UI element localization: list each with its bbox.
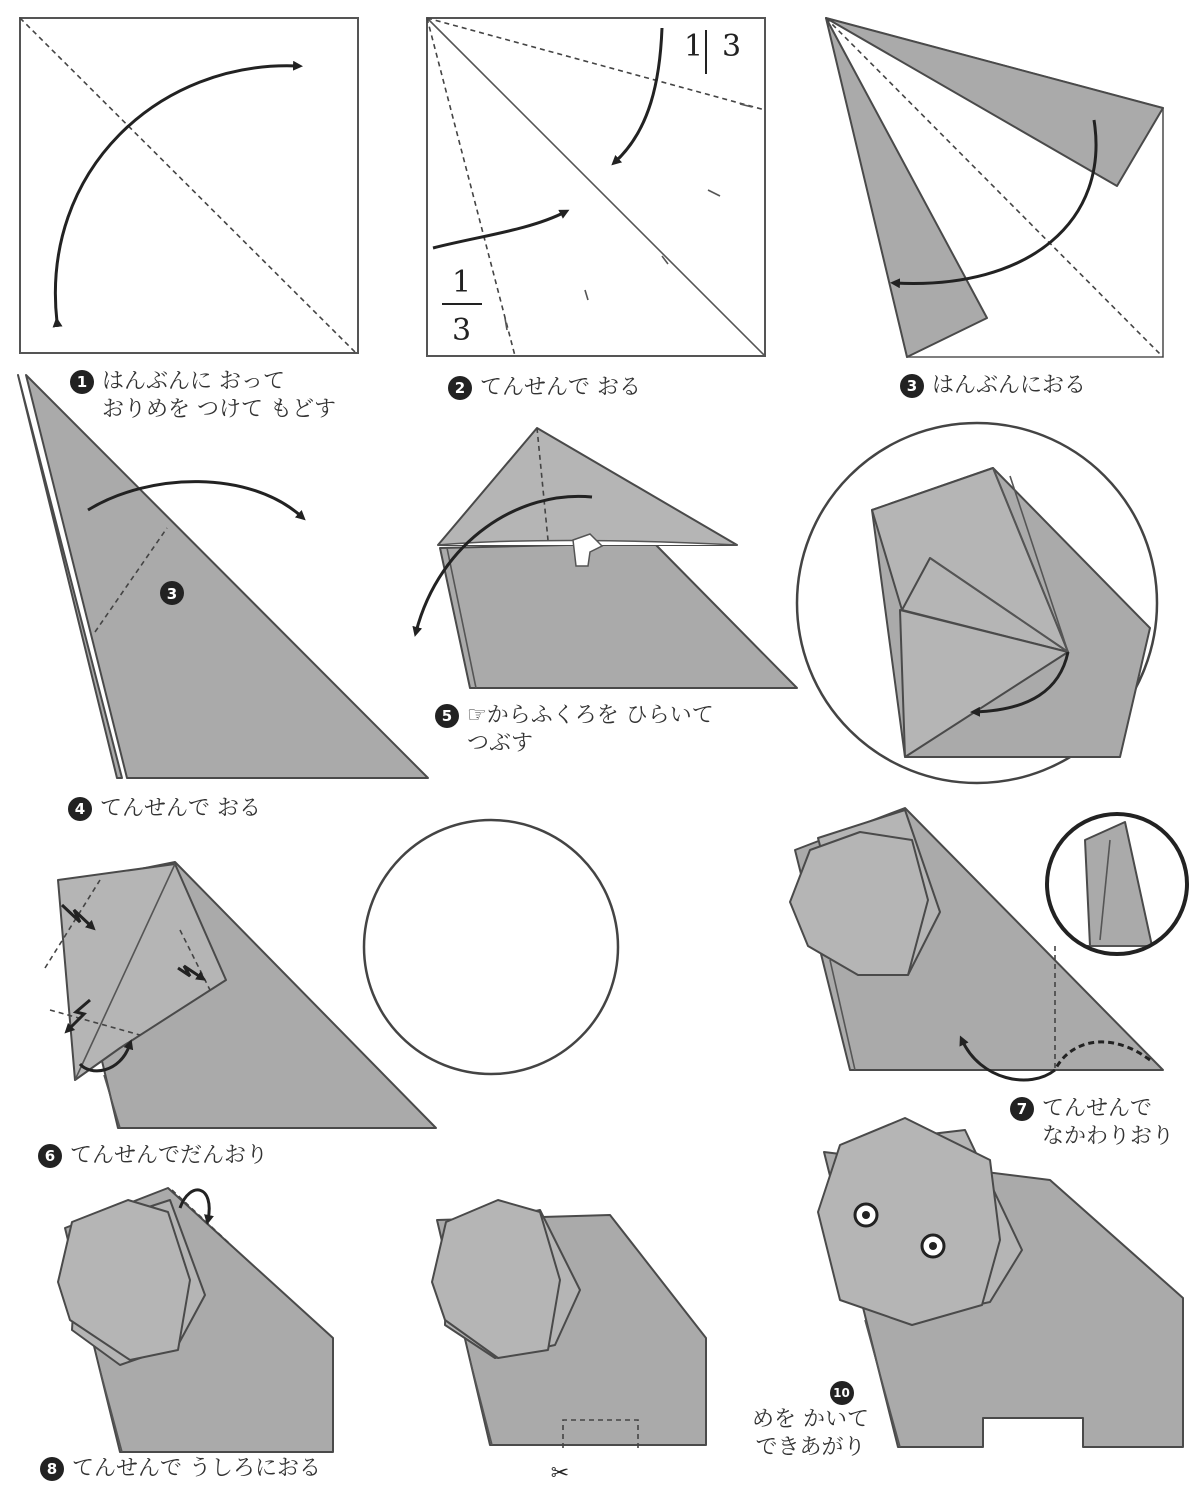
step5-figure [416,428,797,688]
step2-figure [427,18,765,356]
step-badge-2: 2 [448,376,472,400]
caption-step-4: 4 てんせんで おる [68,795,261,823]
zoom-circle-2 [364,820,618,1074]
step-badge-8: 8 [40,1457,64,1481]
fraction-top-numerator: 1 [684,29,704,64]
step-badge-6: 6 [38,1144,62,1168]
caption-step-6: 6 てんせんでだんおり [38,1142,268,1170]
step7-figure [790,808,1187,1080]
step7-head [790,832,928,975]
step3-figure [826,18,1163,357]
svg-text:3: 3 [166,585,178,603]
caption-step-2: 2 てんせんで おる [448,374,641,402]
step9-figure [432,1200,706,1486]
zoom-circle-head [797,423,1157,783]
caption-step-8: 8 てんせんで うしろにおる [40,1455,321,1483]
caption-step-5: 5 ☞からふくろを ひらいて つぶす [435,702,714,758]
step-badge-7: 7 [1010,1097,1034,1121]
caption-step-10: 10 めを かいて できあがり [752,1378,869,1462]
zoom-circle-head-2 [364,820,700,1090]
step8-figure [58,1188,333,1452]
step8-head [58,1200,190,1360]
fraction-bottom-denominator: 3 [452,313,472,348]
step4-figure [18,375,428,778]
step-badge-5: 5 [435,704,459,728]
step-badge-3: 3 [900,374,924,398]
fraction-bottom-numerator: 1 [452,265,472,300]
fraction-top-denominator: 3 [722,29,742,64]
caption-step-1: 1 はんぶんに おって おりめを つけて もどす [70,368,336,424]
step9-head [432,1200,560,1358]
step10-figure [818,1118,1183,1447]
step5-body-paper [440,543,797,688]
step-badge-1: 1 [70,370,94,394]
scissors-icon: ✂ [550,1461,570,1486]
step5-top-flap [438,428,737,545]
step1-figure [20,18,358,353]
caption-step-7: 7 てんせんで なかわりおり [1010,1095,1174,1151]
step-badge-4: 4 [68,797,92,821]
step-badge-10: 10 [830,1381,854,1405]
step4-triangle-paper [26,375,428,778]
caption-step-3: 3 はんぶんにおる [900,372,1086,400]
